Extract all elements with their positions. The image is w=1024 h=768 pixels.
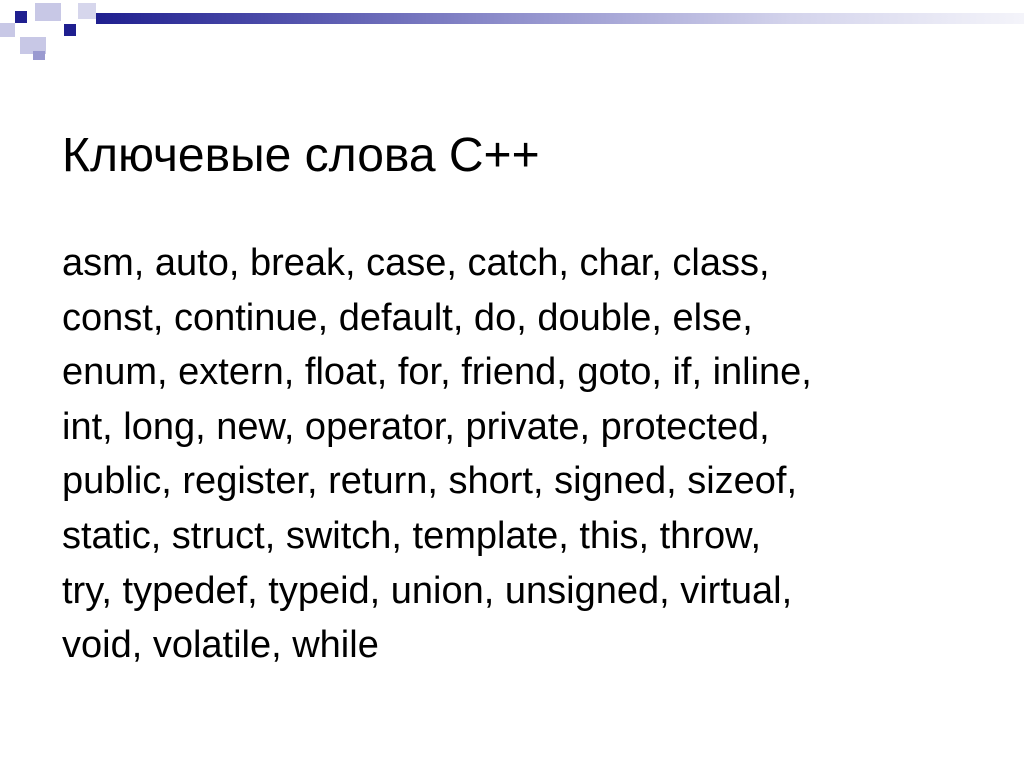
decorative-square — [33, 51, 45, 60]
keyword-line: int, long, new, operator, private, protected, — [62, 405, 770, 448]
slide-title: Ключевые слова C++ — [62, 129, 540, 183]
keyword-list — [62, 236, 812, 673]
keyword-line: void, volatile, while — [62, 624, 379, 667]
decorative-square — [35, 3, 61, 21]
decorative-square — [15, 11, 27, 23]
decorative-square — [64, 24, 76, 36]
keyword-line: try, typedef, typeid, union, unsigned, virtual, — [62, 569, 793, 612]
keyword-line: asm, auto, break, case, catch, char, class, — [62, 242, 770, 284]
keyword-line: public, register, return, short, signed, sizeof, — [62, 460, 798, 503]
decorative-square — [78, 3, 96, 19]
keyword-line: const, continue, default, do, double, else, — [62, 296, 753, 339]
keyword-line: static, struct, switch, template, this, throw, — [62, 514, 762, 557]
header-gradient-band — [96, 13, 1024, 24]
keyword-line: enum, extern, float, for, friend, goto, if, inline, — [62, 351, 812, 394]
decorative-square — [0, 23, 15, 37]
